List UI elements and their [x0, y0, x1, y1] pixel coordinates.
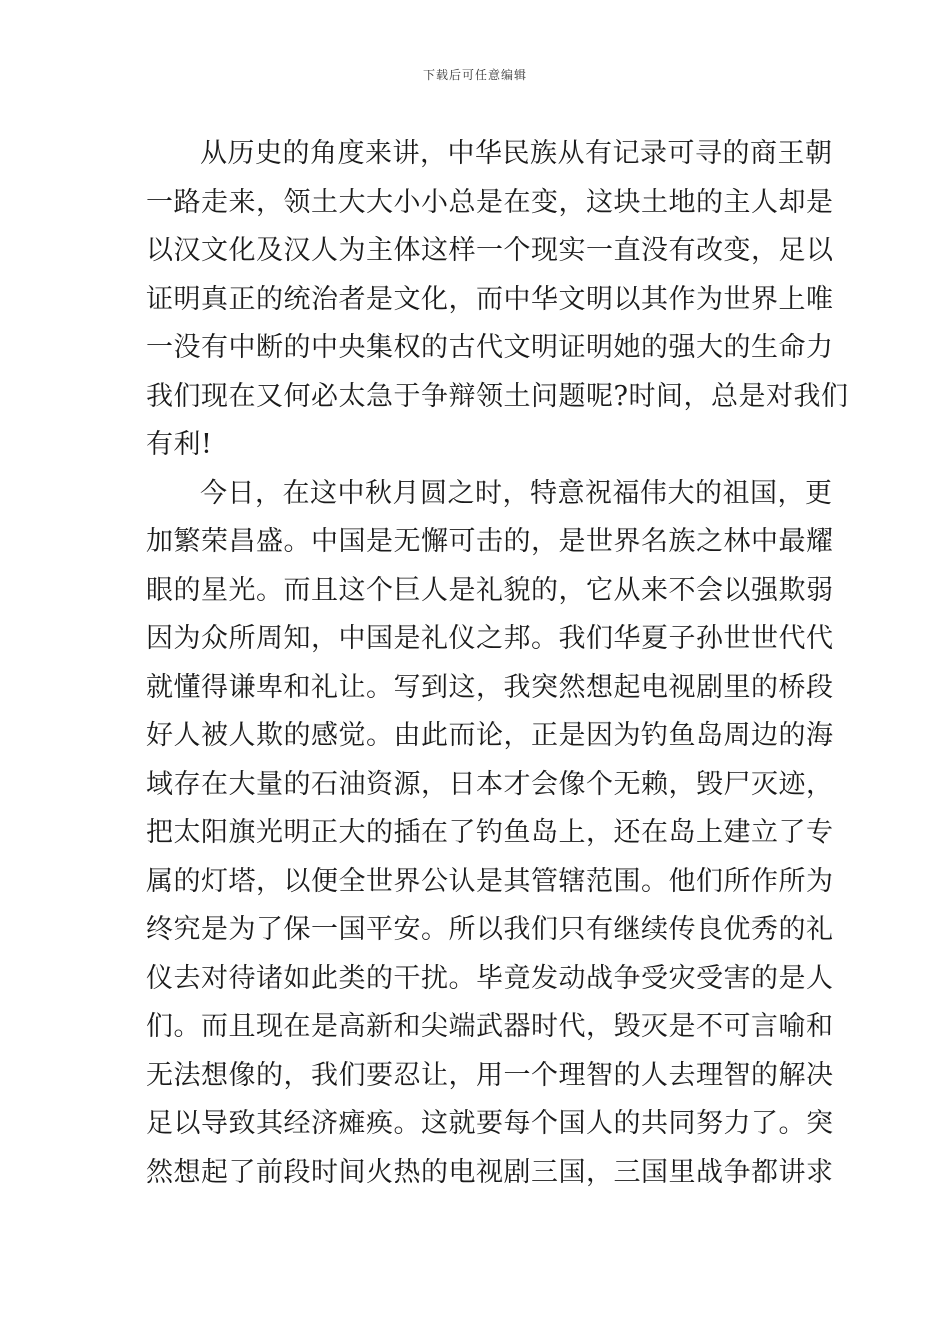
text-line: 我们现在又何必太急于争辩领土问题呢?时间，总是对我们 [146, 380, 849, 412]
text-line: 证明真正的统治者是文化，而中华文明以其作为世界上唯 [146, 283, 834, 315]
text-line: 们。而且现在是高新和尖端武器时代，毁灭是不可言喻和 [146, 1011, 834, 1042]
text-line: 加繁荣昌盛。中国是无懈可击的，是世界名族之林中最耀 [146, 526, 834, 557]
text-line: 无法想像的，我们要忍让，用一个理智的人去理智的解决 [146, 1059, 834, 1091]
text-line: 以汉文化及汉人为主体这样一个现实一直没有改变，足以 [146, 235, 834, 266]
text-line: 好人被人欺的感觉。由此而论，正是因为钓鱼岛周边的海 [146, 720, 834, 751]
text-line: 因为众所周知，中国是礼仪之邦。我们华夏子孙世世代代 [146, 623, 834, 654]
text-line: 就懂得谦卑和礼让。写到这，我突然想起电视剧里的桥段 [146, 671, 834, 703]
text-line: 一没有中断的中央集权的古代文明证明她的强大的生命力 [146, 332, 834, 363]
text-line: 从历史的角度来讲，中华民族从有记录可寻的商王朝 [200, 138, 833, 169]
page-header: 下载后可任意编辑 [422, 68, 527, 82]
paragraph [146, 470, 834, 1198]
text-line: 仪去对待诸如此类的干扰。毕竟发动战争受灾受害的是人 [146, 962, 834, 994]
text-line: 然想起了前段时间火热的电视剧三国，三国里战争都讲求 [146, 1156, 834, 1188]
text-line: 属的灯塔，以便全世界公认是其管辖范围。他们所作所为 [146, 865, 834, 897]
text-line: 足以导致其经济瘫痪。这就要每个国人的共同努力了。突 [146, 1108, 834, 1139]
text-line: 眼的星光。而且这个巨人是礼貌的，它从来不会以强欺弱 [146, 574, 834, 606]
text-line: 一路走来，领土大大小小总是在变，这块土地的主人却是 [146, 186, 834, 218]
text-line: 今日，在这中秋月圆之时，特意祝福伟大的祖国，更 [200, 477, 833, 509]
text-line: 域存在大量的石油资源，日本才会像个无赖，毁尸灭迹， [146, 768, 834, 800]
paragraph [146, 130, 849, 470]
text-line: 有利! [146, 429, 213, 460]
text-line: 终究是为了保一国平安。所以我们只有继续传良优秀的礼 [146, 914, 834, 945]
document-body [146, 130, 849, 1197]
text-line: 把太阳旗光明正大的插在了钓鱼岛上，还在岛上建立了专 [146, 817, 834, 848]
